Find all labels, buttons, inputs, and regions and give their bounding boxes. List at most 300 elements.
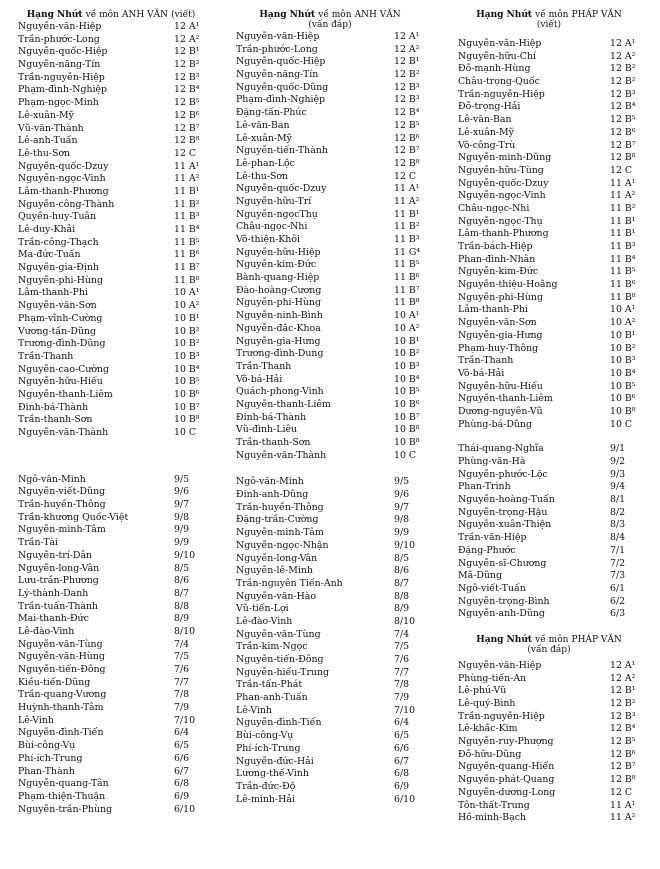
class-label: 12 A¹ — [610, 38, 636, 49]
class-label: 7/4 — [394, 628, 410, 640]
heading-french-written: Hạng Nhứt về môn PHÁP VĂN — [476, 10, 622, 20]
class-label: 6/6 — [394, 742, 410, 754]
class-label: 12 B⁵ — [610, 114, 636, 126]
student-name: Lê-thu-Sơn — [18, 147, 71, 159]
class-label: 11 B² — [394, 221, 420, 233]
student-name: Lâm-thanh-Phi — [458, 304, 528, 316]
student-name: Nguyễn-gia-Định — [18, 262, 99, 274]
student-name: Đặng-trần-Cường — [236, 514, 319, 526]
student-name: Nguyễn-tiến-Đông — [18, 664, 106, 675]
honor-list — [458, 443, 640, 621]
list-item — [236, 424, 424, 437]
list-item — [458, 761, 640, 774]
class-label: 12 B⁷ — [174, 122, 200, 134]
student-name: Nguyễn-đức-Hải — [236, 755, 314, 767]
class-label: 10 B¹ — [394, 335, 420, 347]
list-item — [458, 583, 640, 596]
class-label: 10 B⁵ — [610, 380, 636, 392]
class-label: 7/5 — [174, 651, 190, 663]
student-name: Nguyễn-dương-Long — [458, 786, 556, 798]
list-item — [236, 44, 424, 57]
list-item — [18, 474, 204, 487]
class-label: 6/5 — [394, 730, 410, 742]
student-name: Đinh-bá-Thành — [236, 411, 307, 423]
student-name: Ngô-văn-Minh — [18, 473, 86, 485]
student-name: Lê-xuân-Mỹ — [236, 132, 292, 144]
class-label: 12 C — [394, 170, 417, 182]
list-item — [236, 285, 424, 298]
class-label: 10 A¹ — [610, 304, 636, 316]
class-label: 9/9 — [394, 527, 410, 539]
list-item — [458, 279, 640, 292]
heading-subtitle: (vấn đáp) — [527, 644, 571, 655]
list-item — [236, 641, 424, 654]
student-name: Nguyễn-viết-Dũng — [18, 486, 106, 498]
student-name: Trần-Thanh — [18, 350, 74, 362]
student-name: Nguyễn-văn-Tùng — [236, 628, 321, 640]
list-item — [458, 292, 640, 305]
list-item — [236, 692, 424, 705]
list-item — [236, 591, 424, 604]
student-name: Bành-quang-Hiệp — [236, 272, 320, 284]
class-label: 10 B⁴ — [610, 367, 636, 379]
student-name: Lê-đào-Vinh — [18, 625, 75, 637]
student-name: Nguyễn-đắc-Khoa — [236, 322, 321, 334]
list-item — [458, 152, 640, 165]
student-name: Lê-thu-Sơn — [236, 170, 289, 182]
student-name: Nguyễn-gia-Hưng — [458, 329, 543, 341]
class-label: 12 B² — [610, 63, 636, 75]
list-item — [236, 336, 424, 349]
student-name: Nguyễn-phi-Hùng — [236, 297, 321, 309]
class-label: 6/8 — [174, 778, 190, 790]
list-item — [458, 381, 640, 394]
student-name: Lâm-thanh-Phi — [18, 287, 88, 299]
student-name: Trần-công-Thạch — [18, 236, 99, 248]
student-name: Nguyễn-quốc-Dzuy — [18, 160, 109, 172]
list-item — [458, 507, 640, 520]
class-label: 10 B³ — [174, 350, 200, 362]
student-name: Trần-Tài — [18, 537, 58, 549]
list-item — [236, 578, 424, 591]
honor-list — [18, 474, 204, 817]
list-item — [236, 221, 424, 234]
student-name: Trần-thanh-Sơn — [18, 414, 93, 426]
student-name: Nguyễn-thiệu-Hoằng — [458, 279, 558, 291]
student-name: Nguyễn-văn-Hào — [236, 590, 317, 602]
class-label: 11 B⁶ — [394, 272, 420, 284]
heading-english-written: Hạng Nhứt về môn ANH VĂN (viết) — [26, 10, 196, 20]
student-name: Lê-minh-Hải — [236, 793, 295, 805]
student-name: Lê-quý-Bình — [458, 698, 516, 709]
list-item — [458, 355, 640, 368]
student-name: Võ-bá-Hải — [458, 367, 505, 379]
class-label: 9/7 — [394, 501, 410, 513]
class-label: 9/9 — [174, 524, 190, 536]
list-item — [236, 120, 424, 133]
column-english-oral — [236, 10, 424, 806]
student-name: Nguyễn-kim-Đức — [458, 266, 539, 278]
list-item — [18, 791, 204, 804]
list-item — [18, 389, 204, 402]
class-label: 10 B⁸ — [394, 424, 420, 436]
student-name: Vũ-tiến-Lợi — [236, 603, 289, 615]
list-item — [236, 133, 424, 146]
class-label: 6/10 — [394, 793, 416, 805]
student-name: Trần-nguyễn-Hiệp — [458, 710, 545, 722]
class-label: 12 A¹ — [610, 659, 636, 671]
list-item — [236, 756, 424, 769]
student-name: Lưu-trần-Phương — [18, 575, 99, 587]
heading-french-oral: Hạng Nhứt về môn PHÁP VĂN — [476, 634, 622, 645]
list-item — [236, 310, 424, 323]
list-item — [18, 512, 204, 525]
class-label: 12 C — [610, 786, 633, 798]
list-item — [18, 34, 204, 47]
student-name: Đặng-tấn-Phúc — [236, 107, 307, 119]
class-label: 10 B³ — [394, 360, 420, 372]
student-name: Quyền-huy-Tuân — [18, 211, 97, 223]
class-label: 6/7 — [174, 765, 190, 777]
class-label: 11 G⁴ — [394, 246, 421, 258]
class-label: 6/9 — [174, 790, 190, 802]
student-name: Phan-đình-Nhân — [458, 253, 536, 265]
list-item — [458, 165, 640, 178]
list-item — [458, 711, 640, 724]
student-name: Lê-văn-Ban — [458, 114, 512, 126]
student-name: Trần-Thanh — [236, 360, 292, 372]
student-name: Nguyễn-hữu-Hiệp — [236, 246, 321, 258]
student-name: Nguyễn-long-Vân — [236, 552, 318, 564]
class-label: 12 B⁴ — [174, 84, 200, 96]
class-label: 11 B⁴ — [610, 253, 636, 265]
list-item — [458, 330, 640, 343]
list-item — [458, 241, 640, 254]
list-item — [236, 247, 424, 260]
honor-list — [458, 38, 640, 431]
student-name: Lê-duy-Khải — [18, 224, 76, 235]
student-name: Nguyễn-năng-Tín — [236, 69, 319, 81]
class-label: 8/9 — [174, 613, 190, 625]
list-item — [458, 558, 640, 571]
student-name: Nguyễn-phước-Lộc — [458, 468, 548, 480]
class-label: 10 B² — [174, 338, 200, 350]
student-name: Nguyễn-thanh-Liêm — [18, 388, 113, 400]
class-label: 6/4 — [174, 727, 190, 739]
class-label: 10 B⁶ — [394, 398, 420, 410]
list-item — [18, 21, 204, 34]
student-name: Nguyễn-ninh-Bình — [236, 310, 323, 322]
class-label: 7/6 — [174, 664, 190, 675]
list-item — [458, 216, 640, 229]
student-name: Trần-khương Quốc-Việt — [18, 511, 129, 523]
student-name: Nguyễn-ngọc-Vinh — [458, 190, 546, 202]
class-label: 10 B³ — [610, 355, 636, 367]
list-item — [236, 348, 424, 361]
class-label: 11 A² — [610, 812, 636, 824]
list-item — [236, 171, 424, 184]
student-name: Phạm-đình-Nghiệp — [18, 84, 108, 96]
class-label: 8/2 — [610, 506, 626, 518]
list-item — [458, 317, 640, 330]
list-item — [236, 743, 424, 756]
class-label: 6/2 — [610, 595, 626, 607]
class-label: 12 B⁷ — [610, 139, 636, 151]
class-label: 12 B⁷ — [610, 761, 636, 773]
student-name: Phùng-bá-Dũng — [458, 418, 532, 430]
list-item — [18, 338, 204, 351]
list-item — [18, 499, 204, 512]
honor-list — [236, 476, 424, 806]
list-item — [458, 140, 640, 153]
student-name: Quách-phong-Vinh — [236, 386, 324, 398]
student-name: Nguyễn-hữu-Trí — [236, 195, 312, 207]
class-label: 7/10 — [394, 704, 416, 716]
list-item — [18, 664, 204, 677]
class-label: 10 A² — [394, 322, 420, 334]
list-item — [458, 736, 640, 749]
list-item — [18, 651, 204, 664]
class-label: 6/4 — [394, 717, 410, 729]
list-item — [18, 110, 204, 123]
student-name: Hồ-minh-Bạch — [458, 812, 526, 824]
student-name: Nguyễn-quốc-Hiệp — [18, 46, 108, 58]
student-name: Nguyễn-ngọcThụ — [236, 208, 318, 220]
student-name: Nguyễn-văn-Sơn — [458, 317, 537, 329]
class-label: 11 A¹ — [394, 183, 420, 195]
class-label: 9/6 — [394, 489, 410, 501]
list-item — [458, 266, 640, 279]
list-item — [236, 679, 424, 692]
list-item — [18, 237, 204, 250]
list-item — [458, 774, 640, 787]
class-label: 8/8 — [174, 600, 190, 612]
list-item — [458, 570, 640, 583]
class-label: 11 A² — [394, 195, 420, 207]
list-item — [236, 654, 424, 667]
list-item — [236, 565, 424, 578]
list-item — [458, 304, 640, 317]
list-item — [458, 114, 640, 127]
student-name: Nguyễn-lê-Minh — [236, 565, 313, 577]
class-label: 10 C — [610, 418, 633, 430]
student-name: Trương-đình-Dũng — [18, 338, 106, 350]
student-name: Đỗ-mạnh-Hùng — [458, 63, 531, 75]
student-name: Phí-ích-Trung — [236, 742, 301, 754]
list-item — [18, 804, 204, 817]
list-item — [458, 178, 640, 191]
list-item — [18, 550, 204, 563]
class-label: 11 B² — [610, 202, 636, 214]
list-item — [18, 287, 204, 300]
list-item — [458, 76, 640, 89]
list-item — [236, 82, 424, 95]
class-label: 10 B² — [610, 342, 636, 354]
student-name: Nguyễn-văn-Hiệp — [458, 38, 542, 49]
honor-list — [236, 31, 424, 462]
list-item — [18, 588, 204, 601]
student-name: Nguyễn-trọng-Hậu — [458, 506, 548, 518]
class-label: 6/5 — [174, 740, 190, 752]
class-label: 10 B⁷ — [394, 411, 420, 423]
student-name: Trần-phước-Long — [18, 33, 100, 45]
student-name: Nguyễn-văn-Tùng — [18, 638, 103, 650]
list-item — [458, 368, 640, 381]
list-item — [458, 203, 640, 216]
list-item — [18, 486, 204, 499]
list-item — [18, 575, 204, 588]
class-label: 10 C — [394, 449, 417, 461]
student-name: Lê-Vinh — [18, 714, 54, 726]
class-label: 12 B⁷ — [394, 145, 420, 157]
class-label: 12 B³ — [394, 81, 420, 93]
class-label: 7/8 — [174, 689, 190, 701]
class-label: 12 B² — [174, 59, 200, 71]
class-label: 9/8 — [174, 511, 190, 523]
class-label: 12 A¹ — [174, 21, 200, 32]
student-name: Tôn-thất-Trung — [458, 799, 530, 811]
class-label: 11 B⁷ — [174, 262, 200, 274]
list-item — [236, 412, 424, 425]
student-name: Trần-nguyễn-Hiệp — [18, 71, 105, 83]
student-name: Phạm-đình-Nghiệp — [236, 94, 326, 106]
class-label: 7/7 — [174, 676, 190, 688]
student-name: Trần-thanh-Sơn — [236, 437, 311, 448]
list-item — [458, 469, 640, 482]
student-name: Nguyễn-hiếu-Trung — [236, 666, 329, 678]
student-name: Nguyễn-văn-Hiệp — [18, 21, 102, 32]
list-item — [18, 84, 204, 97]
list-item — [236, 437, 424, 450]
list-item — [18, 186, 204, 199]
list-item — [18, 537, 204, 550]
list-item — [458, 749, 640, 762]
class-label: 11 B⁷ — [394, 284, 420, 296]
list-item — [18, 199, 204, 212]
class-label: 7/2 — [610, 557, 626, 569]
student-name: Nguyễn-trí-Dân — [18, 549, 93, 561]
class-label: 7/3 — [610, 570, 626, 582]
class-label: 9/5 — [174, 473, 190, 485]
student-name: Lý-thành-Danh — [18, 587, 89, 599]
list-item — [236, 183, 424, 196]
class-label: 11 B¹ — [610, 215, 636, 227]
list-item — [18, 300, 204, 313]
list-item — [236, 234, 424, 247]
honor-list — [18, 21, 204, 440]
list-item — [458, 812, 640, 825]
student-name: Nguyễn-văn-Thành — [236, 449, 327, 461]
list-item — [236, 667, 424, 680]
student-name: Nguyễn-quốc-Dũng — [236, 81, 329, 93]
student-name: Ngô-văn-Minh — [236, 476, 304, 488]
honor-list — [458, 660, 640, 825]
class-label: 8/7 — [394, 577, 410, 589]
list-item — [236, 527, 424, 540]
list-item — [458, 723, 640, 736]
class-label: 11 B¹ — [394, 208, 420, 220]
class-label: 6/9 — [394, 780, 410, 792]
student-name: Nguyễn-quang-Tân — [18, 778, 109, 790]
class-label: 12 B⁴ — [394, 107, 420, 119]
student-name: Đỗ-trọng-Hải — [458, 101, 521, 113]
list-item — [458, 787, 640, 800]
student-name: Nguyễn-minh-Dũng — [458, 152, 552, 164]
list-item — [458, 443, 640, 456]
student-name: Phạm-thiện-Thuận — [18, 790, 106, 802]
list-item — [18, 72, 204, 85]
class-label: 12 B⁸ — [610, 152, 636, 164]
list-item — [18, 351, 204, 364]
class-label: 8/7 — [174, 587, 190, 599]
class-label: 6/6 — [174, 752, 190, 764]
student-name: Nguyễn-hữu-Tùng — [458, 164, 544, 176]
class-label: 12 B⁶ — [610, 748, 636, 760]
class-label: 10 B⁶ — [610, 393, 636, 405]
list-item — [458, 456, 640, 469]
list-item — [18, 313, 204, 326]
student-name: Lâm-thanh-Phương — [458, 228, 549, 240]
list-item — [18, 740, 204, 753]
class-label: 11 B⁵ — [610, 266, 636, 278]
list-item — [18, 753, 204, 766]
list-item — [236, 476, 424, 489]
list-item — [18, 563, 204, 576]
student-name: Nguyễn-phát-Quang — [458, 774, 555, 786]
class-label: 8/6 — [174, 575, 190, 587]
class-label: 11 A² — [610, 190, 636, 202]
student-name: Nguyễn-ngọc-Nhận — [236, 539, 329, 551]
class-label: 8/1 — [610, 494, 626, 506]
student-name: Đào-hoàng-Cương — [236, 284, 322, 296]
student-name: Võ-thiện-Khôi — [236, 234, 300, 245]
class-label: 12 A² — [610, 50, 636, 62]
list-item — [18, 46, 204, 59]
list-item — [18, 249, 204, 262]
list-item — [236, 768, 424, 781]
list-item — [236, 31, 424, 44]
student-name: Vũ-đình-Liêu — [236, 424, 298, 436]
list-item — [18, 173, 204, 186]
student-name: Nguyễn-ngọc-Thụ — [458, 215, 543, 227]
list-item — [18, 601, 204, 614]
list-item — [458, 494, 640, 507]
list-item — [18, 148, 204, 161]
class-label: 9/3 — [610, 468, 626, 480]
student-name: Phạm-vĩnh-Cường — [18, 312, 103, 324]
student-name: Mai-thanh-Đức — [18, 613, 89, 625]
student-name: Nguyễn-xuân-Thiện — [458, 519, 552, 531]
student-name: Lương-thế-Vinh — [236, 768, 309, 780]
class-label: 7/4 — [174, 638, 190, 650]
list-item — [458, 532, 640, 545]
student-name: Đỗ-hữu-Dũng — [458, 748, 522, 760]
student-name: Lê-phan-Lộc — [236, 157, 295, 169]
class-label: 12 B⁶ — [174, 109, 200, 121]
student-name: Nguyễn-ruy-Phượng — [458, 736, 554, 748]
student-name: Phạm-huy-Thông — [458, 342, 539, 354]
student-name: Nguyễn-văn-Hiệp — [458, 659, 542, 671]
student-name: Võ-bá-Hải — [236, 373, 283, 385]
class-label: 12 B¹ — [394, 56, 420, 68]
list-item — [458, 89, 640, 102]
class-label: 11 B⁸ — [610, 291, 636, 303]
list-item — [458, 685, 640, 698]
class-label: 12 B³ — [610, 88, 636, 100]
class-label: 10 B² — [174, 325, 200, 337]
student-name: Nguyễn-hữu-Chí — [458, 50, 537, 62]
student-name: Lê-văn-Ban — [236, 119, 290, 131]
